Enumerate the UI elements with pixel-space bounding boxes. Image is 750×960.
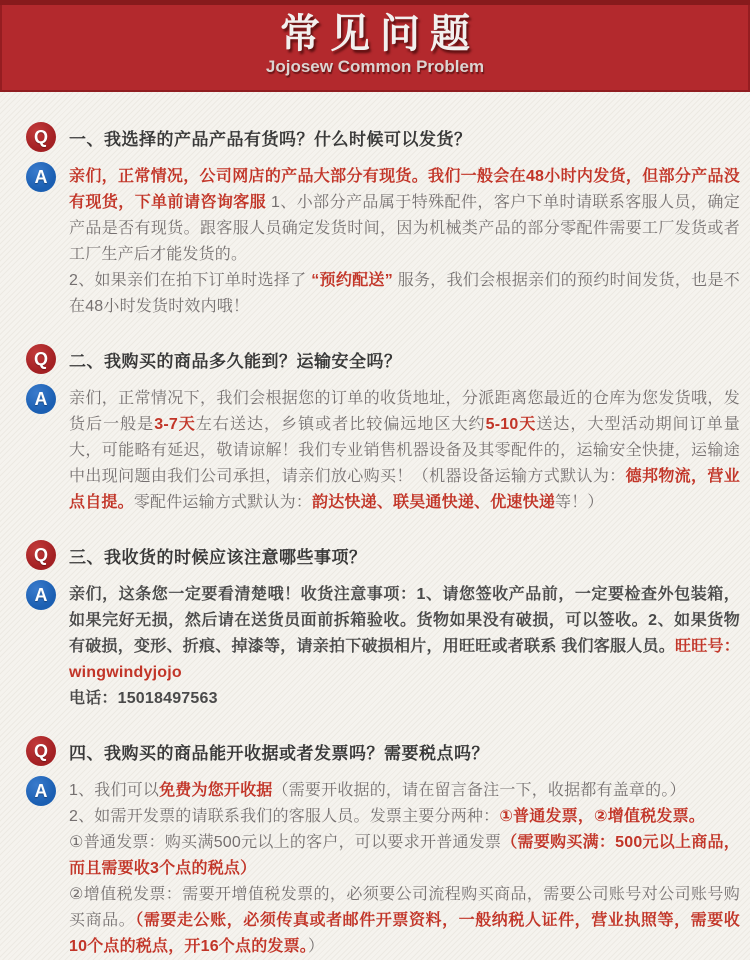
text-run: 德邦物流，营业点自提。 <box>69 468 740 511</box>
text-run: 电话：15018497563 <box>69 690 218 707</box>
faq-section-1 <box>26 122 740 320</box>
answer-icon: A <box>26 162 56 192</box>
text-run: 1、小部分产品属于特殊配件，客户下单时请联系客服人员，确定产品是否有现货。跟客服人员确定发货时间，因为机械类产品的部分零配件需要工厂发货或者工厂生产后才能发货的。 <box>69 194 740 263</box>
faq-section-2 <box>26 344 740 516</box>
answer-paragraph <box>69 268 740 320</box>
answer-row <box>26 776 740 960</box>
text-run: “预约配送” <box>311 272 393 289</box>
text-run: （需要走公账，必须传真或者邮件开票资料，一般纳税人证件，营业执照等，需要收10个点的税点，开16个点的发票。 <box>69 912 740 955</box>
answer-text <box>69 776 740 960</box>
text-run: 3-7天 <box>154 416 196 433</box>
text-run: ①普通发票，②增值税发票。 <box>499 808 706 825</box>
text-run: 2、如果亲们在拍下订单时选择了 <box>69 272 312 289</box>
answer-row <box>26 580 740 712</box>
text-run: 2、如需开发票的请联系我们的客服人员。发票主要分两种： <box>69 808 500 825</box>
text-run: ） <box>308 938 325 955</box>
question-title: 二、我购买的商品多久能到？运输安全吗？ <box>69 351 402 371</box>
text-run: 旺旺号：wingwindyjojo <box>69 638 740 681</box>
text-run: 左右送达，乡镇或者比较偏远地区大约 <box>195 416 486 433</box>
text-run: （需要开收据的，请在留言备注一下，收据都有盖章的。） <box>272 782 686 799</box>
text-run: 送达，大型活动期间订单量大，可能略有延迟，敬请谅解！我们专业销售机器设备及其零配件的，运输安全快捷，运输途中出现问题由我们公司承担，请亲们放心购买！（机器设备运输方式默认为： <box>69 416 740 485</box>
question-icon: Q <box>26 736 56 766</box>
question-title: 一、我选择的产品产品有货吗？什么时候可以发货？ <box>69 129 472 149</box>
answer-paragraph <box>69 386 740 516</box>
header-banner <box>0 0 750 92</box>
answer-paragraph <box>69 582 740 686</box>
text-run: 韵达快递、联昊通快递、优速快递 <box>312 494 556 511</box>
answer-icon: A <box>26 776 56 806</box>
answer-paragraph <box>69 830 740 882</box>
answer-paragraph <box>69 804 740 830</box>
answer-text <box>69 580 740 712</box>
answer-icon: A <box>26 384 56 414</box>
text-run: 服务，我们会根据亲们的预约时间发货，也是不在48小时发货时效内哦！ <box>69 272 740 315</box>
page-title: 常见问题 <box>280 12 480 56</box>
question-row <box>26 540 740 570</box>
question-title: 三、我收货的时候应该注意哪些事项？ <box>69 547 367 567</box>
question-icon: Q <box>26 540 56 570</box>
text-run: 零配件运输方式默认为： <box>133 494 313 511</box>
text-run: 亲们，正常情况下，我们会根据您的订单的收货地址，分派距离您最近的仓库为您发货哦，发货后一般是 <box>69 390 740 433</box>
answer-paragraph <box>69 778 740 804</box>
text-run: 5-10天 <box>485 416 537 433</box>
text-run: 等！） <box>555 494 604 511</box>
question-icon: Q <box>26 122 56 152</box>
text-run: ②增值税发票：需要开增值税发票的，必须要公司流程购买商品，需要公司账号对公司账号购买商品。 <box>69 886 740 929</box>
question-title: 四、我购买的商品能开收据或者发票吗？需要税点吗？ <box>69 743 489 763</box>
answer-text <box>69 162 740 320</box>
answer-paragraph <box>69 164 740 268</box>
text-run: 亲们，这条您一定要看清楚哦！收货注意事项：1、请您签收产品前，一定要检查外包装箱，如果完好无损，然后请在送货员面前拆箱验收。货物如果没有破损，可以签收。2、如果货物有破损，变形、折痕、掉漆等，请亲拍下破损相片，用旺旺或者联系 我们客服人员。 <box>69 586 740 655</box>
answer-paragraph <box>69 686 740 712</box>
answer-row <box>26 384 740 516</box>
answer-text <box>69 384 740 516</box>
page-subtitle: Jojosew Common Problem <box>265 57 485 76</box>
faq-list <box>0 92 750 960</box>
answer-icon: A <box>26 580 56 610</box>
faq-section-4 <box>26 736 740 960</box>
text-run: （需要购买满：500元以上商品，而且需要收3个点的税点） <box>69 834 740 877</box>
question-row <box>26 736 740 766</box>
answer-row <box>26 162 740 320</box>
question-row <box>26 344 740 374</box>
text-run: 免费为您开收据 <box>159 782 273 799</box>
text-run: 亲们，正常情况，公司网店的产品大部分有现货。我们一般会在48小时内发货，但部分产品没有现货，下单前请咨询客服 <box>69 168 740 211</box>
question-icon: Q <box>26 344 56 374</box>
text-run: ①普通发票：购买满500元以上的客户，可以要求开普通发票 <box>69 834 502 851</box>
question-row <box>26 122 740 152</box>
answer-paragraph <box>69 882 740 960</box>
faq-section-3 <box>26 540 740 712</box>
text-run: 1、我们可以 <box>69 782 160 799</box>
